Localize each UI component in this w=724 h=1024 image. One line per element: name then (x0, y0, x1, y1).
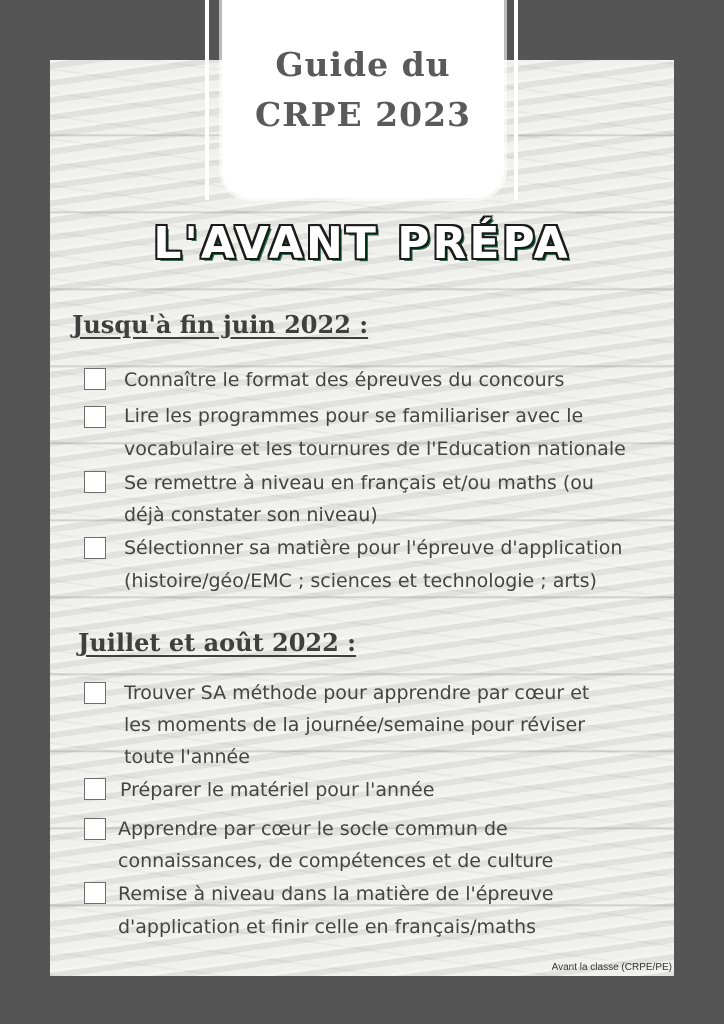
item-line: (histoire/géo/EMC ; sciences et technologie ; arts) (124, 570, 597, 592)
item-line: Remise à niveau dans la matière de l'épreuve (118, 883, 554, 905)
item-line: Sélectionner sa matière pour l'épreuve d'application (124, 537, 623, 559)
item-line: d'application et finir celle en français/maths (118, 916, 537, 938)
item-line: toute l'année (124, 746, 250, 768)
guide-title (222, 40, 504, 140)
item-line: vocabulaire et les tournures de l'Education nationale (124, 438, 626, 460)
title-tab-ribbon-left (205, 0, 209, 200)
checkbox[interactable] (84, 471, 106, 493)
item-line: les moments de la journée/semaine pour réviser (124, 714, 586, 736)
guide-title-line2: CRPE 2023 (255, 95, 471, 134)
checkbox[interactable] (84, 682, 106, 704)
guide-title-line1: Guide du (275, 45, 451, 84)
item-line: Trouver SA méthode pour apprendre par cœur et (124, 682, 590, 704)
item-line: connaissances, de compétences et de culture (118, 850, 554, 872)
item-line: Connaître le format des épreuves du concours (124, 369, 565, 391)
item-line: Préparer le matériel pour l'année (120, 779, 435, 801)
item-line: déjà constater son niveau) (124, 504, 378, 526)
section-heading-summer: Juillet et août 2022 : (78, 628, 357, 657)
item-line: Lire les programmes pour se familiariser avec le (124, 405, 584, 427)
title-tab-ribbon-right (514, 0, 518, 200)
item-line: Se remettre à niveau en français et/ou maths (ou (124, 472, 594, 494)
checkbox[interactable] (84, 882, 106, 904)
item-line: Apprendre par cœur le socle commun de (118, 818, 508, 840)
checkbox[interactable] (84, 818, 106, 840)
footer-credit: Avant la classe (CRPE/PE) (551, 962, 672, 973)
checkbox[interactable] (84, 778, 106, 800)
section-heading-june: Jusqu'à fin juin 2022 : (72, 310, 369, 339)
main-title: L'AVANT PRÉPA (153, 218, 571, 269)
checkbox[interactable] (84, 368, 106, 390)
checkbox[interactable] (84, 537, 106, 559)
checkbox[interactable] (84, 406, 106, 428)
